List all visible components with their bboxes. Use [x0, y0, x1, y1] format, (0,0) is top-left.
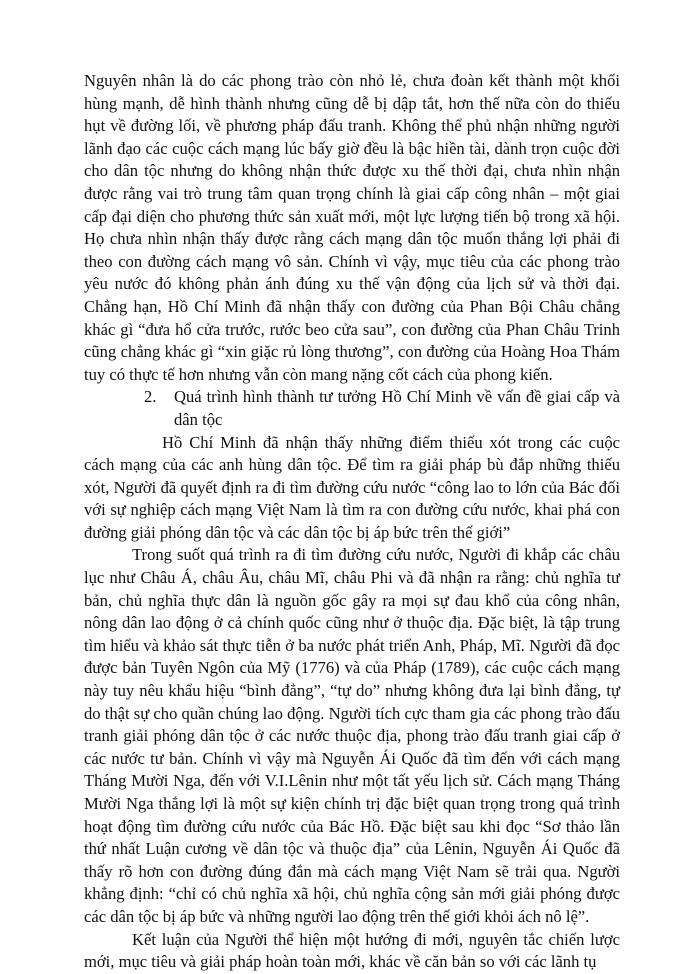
paragraph-causes: Nguyên nhân là do các phong trào còn nhỏ lẻ, chưa đoàn kết thành một khối hùng mạnh, dễ hình thành nhưng cũng dễ bị dập tắt, hơn thế nữa còn do thiếu hụt về đường lối, về phương pháp đấu tranh. Không thể phủ nhận những người lãnh đạo các cuộc cách mạng lúc bấy giờ đều là bậc hiền tài, dành trọn cuộc đời cho dân tộc nhưng do không nhận thức được xu thế thời đại, chưa nhìn nhận được rằng vai trò trung tâm quan trọng chính là giai cấp công nhân – một giai cấp đại diện cho phương thức sản xuất mới, một lực lượng tiến bộ trong xã hội. Họ chưa nhìn nhận thấy được rằng cách mạng dân tộc muốn thắng lợi phải đi theo con đường cách mạng vô sản. Chính vì vậy, mục tiêu của các phong trào yêu nước đó không phản ánh đúng xu thế vận động của lịch sử và thời đại. Chẳng hạn, Hồ Chí Minh đã nhận thấy con đường của Phan Bội Châu chẳng khác gì “đưa hổ cửa trước, rước beo cửa sau”, con đường của Phan Châu Trinh cũng chẳng khác gì “xin giặc rủ lòng thương”, con đường của Hoàng Hoa Thám tuy có thực tế hơn nhưng vẫn còn mang nặng cốt cách của phong kiến.	[84, 71, 620, 384]
section-title: Quá trình hình thành tư tưởng Hồ Chí Minh về vấn đề giai cấp và dân tộc	[174, 387, 620, 429]
paragraph-conclusion: Kết luận của Người thể hiện một hướng đi mới, nguyên tắc chiến lược mới, mục tiêu và giải pháp hoàn toàn mới, khác về căn bản so với các lãnh tụ	[84, 929, 620, 972]
section-heading	[84, 386, 620, 431]
document-page	[84, 70, 620, 974]
section-number: 2.	[144, 387, 157, 407]
paragraph-intro: Hồ Chí Minh đã nhận thấy những điểm thiếu xót trong các cuộc cách mạng của các anh hùng dân tộc. Để tìm ra giải pháp bù đắp những thiếu xót, Người đã quyết định ra đi tìm đường cứu nước “công lao to lớn của Bác đối với sự nghiệp cách mạng Việt Nam là tìm ra con đường cứu nước, khai phá con đường giải phóng dân tộc và các dân tộc bị áp bức trên thế giới”	[84, 432, 620, 542]
paragraph-journey: Trong suốt quá trình ra đi tìm đường cứu nước, Người đi khắp các châu lục như Châu Á, châu Âu, châu Mĩ, châu Phi và đã nhận ra rằng: chủ nghĩa tư bản, chủ nghĩa thực dân là nguồn gốc gây ra mọi sự đau khổ của công nhân, nông dân lao động ở cả chính quốc cũng như ở thuộc địa. Đặc biệt, là tập trung tìm hiểu và khảo sát thực tiễn ở ba nước phát triển Anh, Pháp, Mĩ. Người đã đọc được bản Tuyên Ngôn của Mỹ (1776) và của Pháp (1789), các cuộc cách mạng này tuy nêu khẩu hiệu “bình đẳng”, “tự do” nhưng không đưa lại bình đẳng, tự do thật sự cho quần chúng lao động. Người tích cực tham gia các phong trào đấu tranh giải phóng dân tộc ở các nước thuộc địa, phong trào đấu tranh giai cấp ở các nước tư bản. Chính vì vậy mà Nguyễn Ái Quốc đã tìm đến với cách mạng Tháng Mười Nga, đến với V.I.Lênin như một tất yếu lịch sử. Cách mạng Tháng Mười Nga thắng lợi là một sự kiện chính trị đặc biệt quan trọng trong quá trình hoạt động tìm đường cứu nước của Bác Hồ. Đặc biệt sau khi đọc “Sơ thảo lần thứ nhất Luận cương về dân tộc và thuộc địa” của Lênin, Nguyễn Ái Quốc đã thấy rõ hơn con đường đúng đắn mà cách mạng Việt Nam sẽ trải qua. Người khẳng định: “chỉ có chủ nghĩa xã hội, chủ nghĩa cộng sản mới giải phóng được các dân tộc bị áp bức và những người lao động trên thế giới khỏi ách nô lệ”.	[84, 545, 620, 926]
